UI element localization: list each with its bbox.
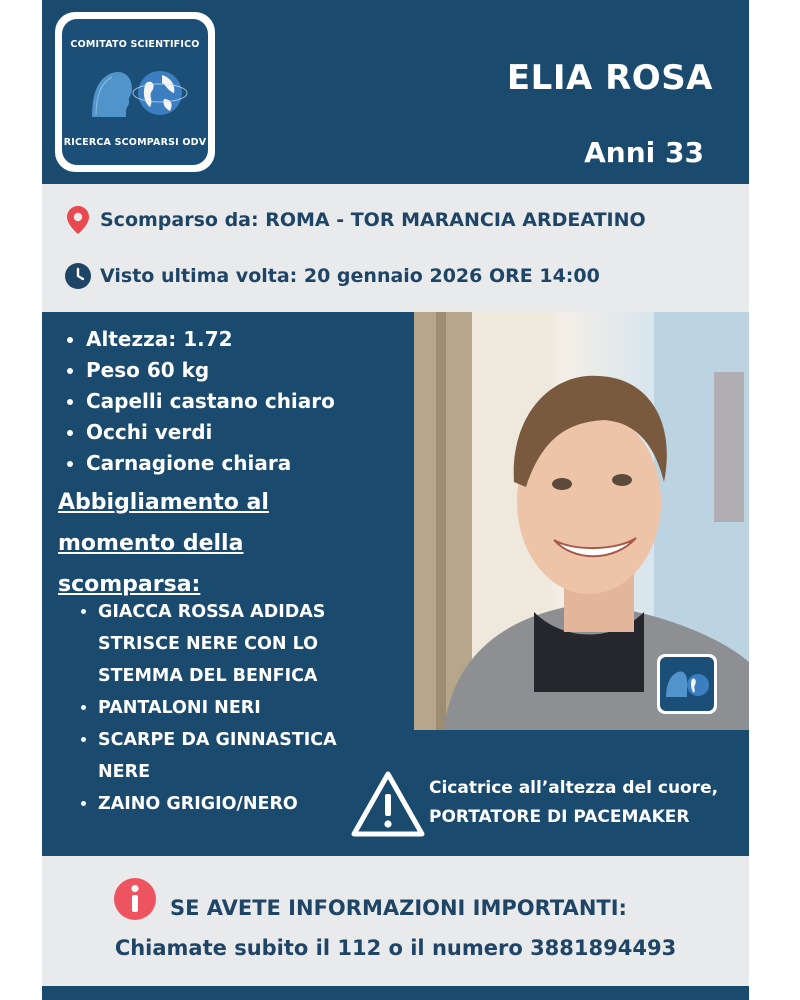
missing-person-poster: [42, 0, 749, 1000]
last-seen-row: [64, 262, 600, 290]
contact-heading: SE AVETE INFORMAZIONI IMPORTANTI:: [170, 896, 627, 920]
contact-phone-text: Chiamate subito il 112 o il numero 3881894493: [114, 936, 677, 960]
disappearance-info: [42, 184, 749, 312]
contact-section: [42, 856, 749, 986]
info-icon: [114, 878, 156, 920]
header: [42, 0, 749, 184]
feature-item: • Peso 60 kg: [86, 355, 335, 386]
location-pin-icon: [64, 206, 92, 234]
feature-item: • Occhi verdi: [86, 417, 335, 448]
last-seen-text: Visto ultima volta: 20 gennaio 2026 ORE 14:00: [100, 265, 600, 287]
feature-item: • Capelli castano chiaro: [86, 386, 335, 417]
distinguishing-marks: Cicatrice all’altezza del cuore, PORTATORE DI PACEMAKER: [429, 778, 719, 827]
feature-item: • Altezza: 1.72: [86, 324, 335, 355]
clothing-heading: Abbigliamento al momento della scomparsa:: [58, 490, 269, 597]
feature-item: • Carnagione chiara: [86, 448, 335, 479]
person-name: ELIA ROSA: [506, 58, 713, 98]
person-age: Anni 33: [584, 136, 704, 169]
description-section: [42, 312, 749, 856]
person-photo: [414, 312, 749, 730]
footer-bar: [42, 986, 749, 1000]
photo-watermark-logo: [657, 654, 717, 714]
organization-logo: [55, 12, 215, 172]
disappeared-from-text: Scomparso da: ROMA - TOR MARANCIA ARDEATINO: [100, 209, 646, 231]
clothing-item: • PANTALONI NERI: [98, 692, 398, 724]
warning-icon: [350, 770, 426, 840]
logo-head-globe-icon: [82, 57, 188, 129]
clothing-item: • GIACCA ROSSA ADIDAS STRISCE NERE CON LO STEMMA DEL BENFICA: [98, 596, 398, 692]
logo-bottom-text: RICERCA SCOMPARSI ODV: [63, 137, 207, 148]
logo-top-text: COMITATO SCIENTIFICO: [70, 39, 200, 50]
disappeared-from-row: [64, 206, 646, 234]
clothing-item: • SCARPE DA GINNASTICA NERE: [98, 724, 398, 788]
clock-icon: [64, 262, 92, 290]
clothing-item: • ZAINO GRIGIO/NERO: [98, 788, 398, 820]
physical-features-list: [64, 324, 335, 479]
